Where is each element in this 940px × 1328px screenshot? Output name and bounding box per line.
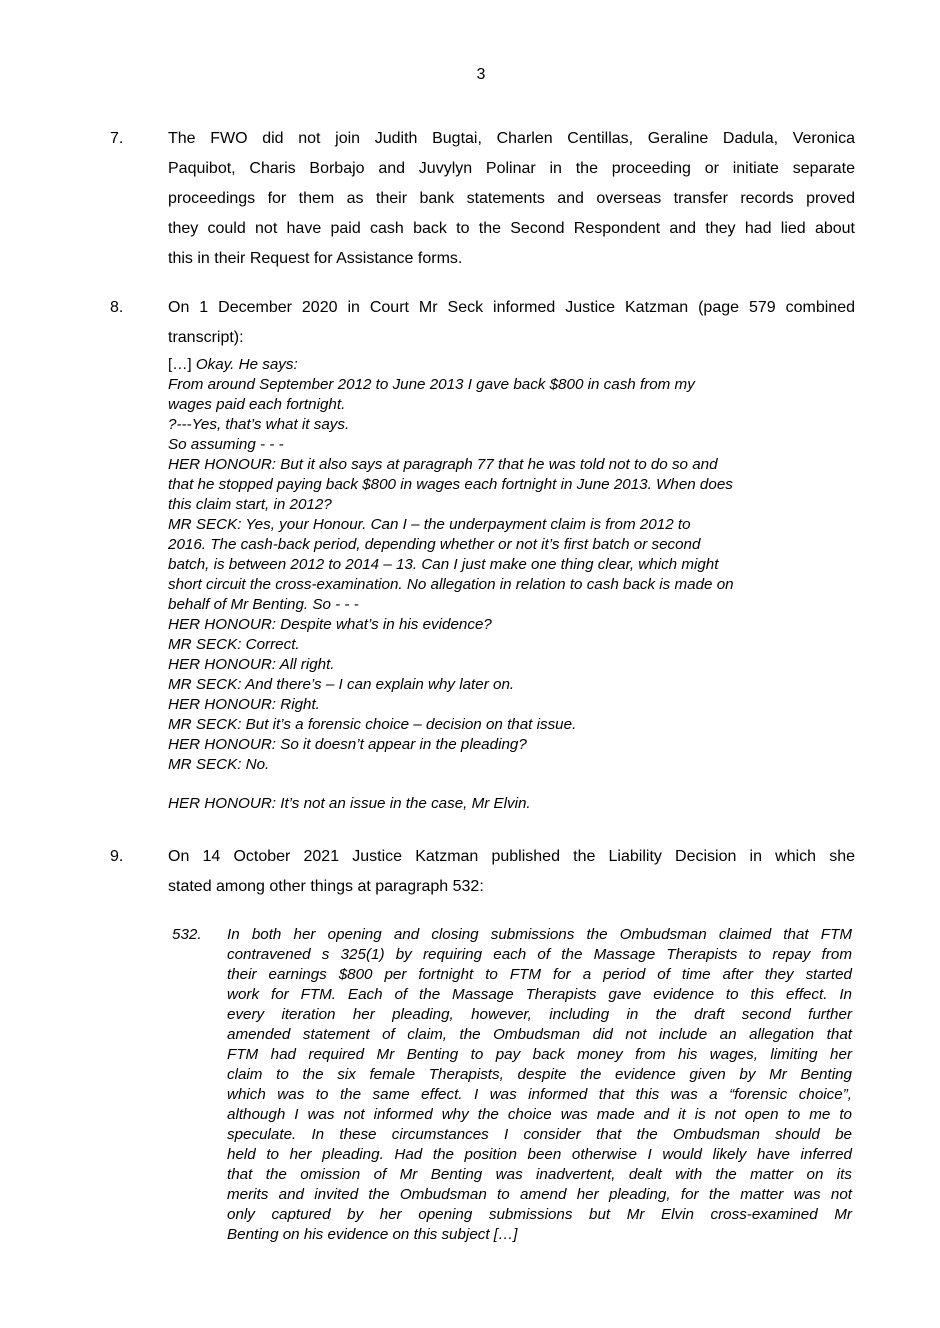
transcript-line: wages paid each fortnight. <box>168 396 346 413</box>
quote-line: speculate. In these circumstances I consider that the Ombudsman should be <box>227 1126 852 1143</box>
quote-line: claim to the six female Therapists, despite the evidence given by Mr Benting <box>227 1066 852 1083</box>
paragraph-line: transcript): <box>168 329 244 346</box>
transcript-line: MR SECK: No. <box>168 756 270 773</box>
transcript-line: 2016. The cash-back period, depending whether or not it’s first batch or second <box>168 536 701 553</box>
paragraph-number: 8. <box>110 299 124 316</box>
paragraph-text <box>168 842 855 902</box>
page-number: 3 <box>476 66 486 83</box>
transcript-line: MR SECK: Correct. <box>168 636 300 653</box>
quoted-paragraph-532 <box>172 925 852 1245</box>
paragraph-7 <box>110 124 855 274</box>
paragraph-8 <box>110 293 855 353</box>
paragraph-text <box>168 293 855 353</box>
transcript-line: MR SECK: But it’s a forensic choice – decision on that issue. <box>168 716 577 733</box>
quote-line: only captured by her opening submissions but Mr Elvin cross-examined Mr <box>227 1206 852 1223</box>
paragraph-9 <box>110 842 855 902</box>
quote-line: held to her pleading. Had the position been otherwise I would likely have inferred <box>227 1146 852 1163</box>
quote-line: In both her opening and closing submissions the Ombudsman claimed that FTM <box>227 926 852 943</box>
transcript-line: HER HONOUR: All right. <box>168 656 335 673</box>
transcript-line <box>168 355 848 375</box>
quote-line: contravened s 325(1) by requiring each of the Massage Therapists to repay from <box>227 946 852 963</box>
transcript-line: HER HONOUR: It’s not an issue in the case, Mr Elvin. <box>168 795 531 812</box>
quote-line: every iteration her pleading, however, including in the draft second further <box>227 1006 852 1023</box>
paragraph-line: proceedings for them as their bank statements and overseas transfer records proved <box>168 190 855 207</box>
paragraph-line: The FWO did not join Judith Bugtai, Charlen Centillas, Geraline Dadula, Veronica <box>168 130 855 147</box>
quote-line: which was to the same effect. I was informed that this was a “forensic choice”, <box>227 1086 852 1103</box>
quote-number: 532. <box>172 926 202 943</box>
transcript-line: ?---Yes, that’s what it says. <box>168 416 350 433</box>
quote-line: Benting on his evidence on this subject […] <box>227 1226 518 1243</box>
paragraph-line: stated among other things at paragraph 532: <box>168 878 484 895</box>
quote-line: their earnings $800 per fortnight to FTM for a period of time after they started <box>227 966 852 983</box>
transcript-line: HER HONOUR: But it also says at paragraph 77 that he was told not to do so and <box>168 456 718 473</box>
quote-line: although I was not informed why the choice was made and it is not open to me to <box>227 1106 852 1123</box>
quote-line: that the omission of Mr Benting was inadvertent, dealt with the matter on its <box>227 1166 852 1183</box>
paragraph-number: 7. <box>110 130 124 147</box>
paragraph-line: they could not have paid cash back to the Second Respondent and they had lied about <box>168 220 855 237</box>
transcript-excerpt <box>168 355 848 814</box>
transcript-line: batch, is between 2012 to 2014 – 13. Can I just make one thing clear, which might <box>168 556 719 573</box>
paragraph-line: this in their Request for Assistance forms. <box>168 250 463 267</box>
transcript-line: MR SECK: Yes, your Honour. Can I – the underpayment claim is from 2012 to <box>168 516 691 533</box>
transcript-line: HER HONOUR: Right. <box>168 696 320 713</box>
paragraph-text <box>168 124 855 274</box>
transcript-line: HER HONOUR: Despite what’s in his evidence? <box>168 616 492 633</box>
transcript-line: From around September 2012 to June 2013 I gave back $800 in cash from my <box>168 376 695 393</box>
quote-line: FTM had required Mr Benting to pay back money from his wages, limiting her <box>227 1046 852 1063</box>
transcript-line: that he stopped paying back $800 in wages each fortnight in June 2013. When does <box>168 476 733 493</box>
transcript-line: behalf of Mr Benting. So - - - <box>168 596 359 613</box>
ellipsis-marker: […] <box>168 356 192 373</box>
transcript-line: this claim start, in 2012? <box>168 496 332 513</box>
paragraph-line: Paquibot, Charis Borbajo and Juvylyn Polinar in the proceeding or initiate separate <box>168 160 855 177</box>
transcript-line: MR SECK: And there’s – I can explain why later on. <box>168 676 515 693</box>
paragraph-number: 9. <box>110 848 124 865</box>
quote-line: merits and invited the Ombudsman to amend her pleading, for the matter was not <box>227 1186 852 1203</box>
quote-line: amended statement of claim, the Ombudsman did not include an allegation that <box>227 1026 852 1043</box>
transcript-line: short circuit the cross-examination. No allegation in relation to cash back is made on <box>168 576 734 593</box>
paragraph-line: On 14 October 2021 Justice Katzman published the Liability Decision in which she <box>168 848 855 865</box>
quote-line: work for FTM. Each of the Massage Therapists gave evidence to this effect. In <box>227 986 852 1003</box>
quote-text <box>227 925 852 1245</box>
paragraph-line: On 1 December 2020 in Court Mr Seck informed Justice Katzman (page 579 combined <box>168 299 855 316</box>
transcript-line: HER HONOUR: So it doesn’t appear in the pleading? <box>168 736 527 753</box>
transcript-line-text: Okay. He says: <box>191 356 298 373</box>
spacer <box>168 775 848 794</box>
transcript-line: So assuming - - - <box>168 436 284 453</box>
